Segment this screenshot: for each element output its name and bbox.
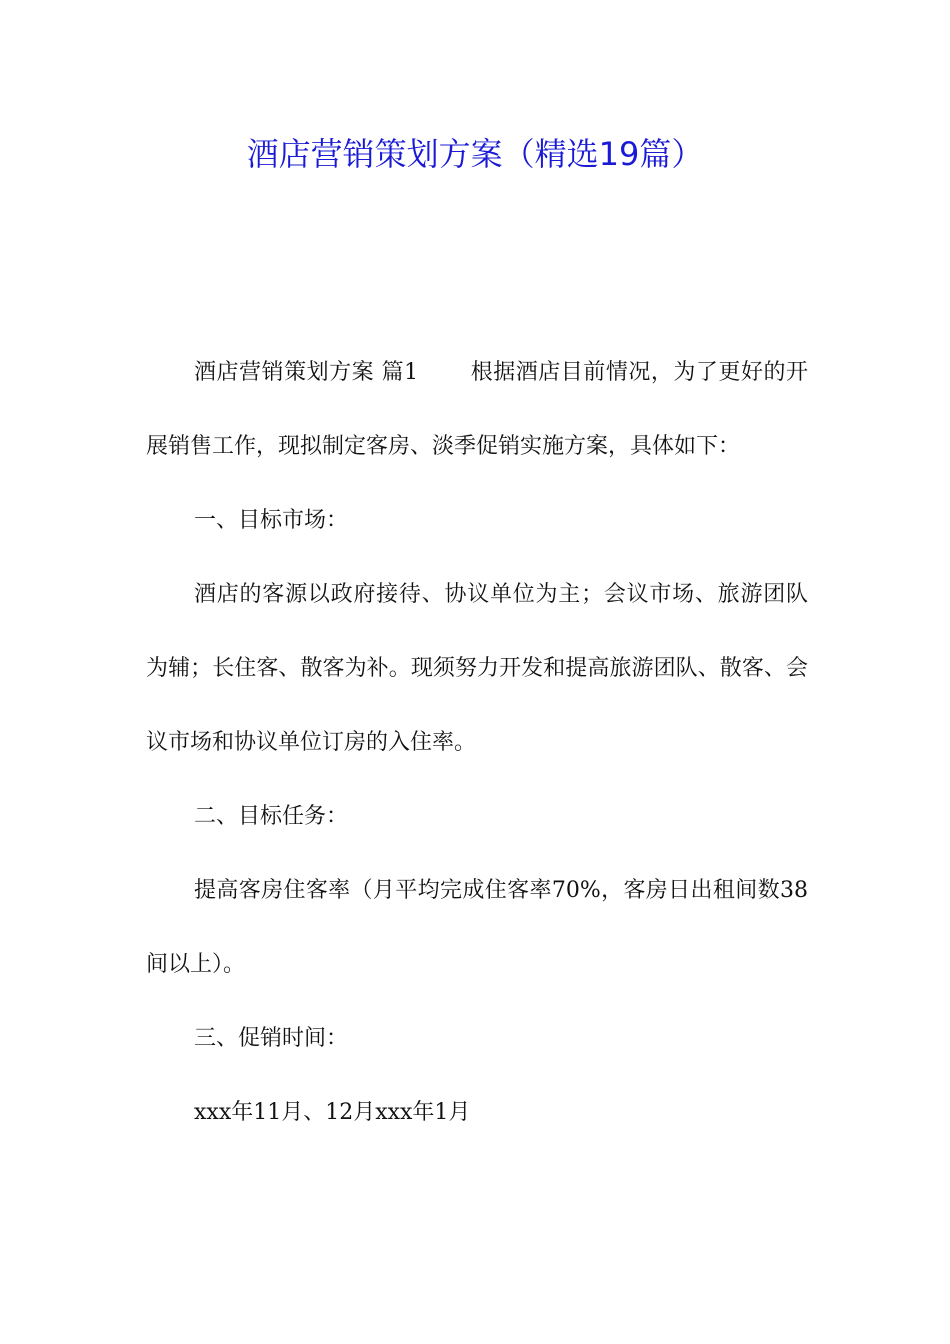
paragraph-text: 根据酒店目前情况，为了更好的开展销售工作，现拟制定客房、淡季促销实施方案，具体如下： (146, 360, 808, 459)
section-heading: 酒店营销策划方案 篇1 (194, 360, 419, 385)
paragraph-intro (146, 336, 808, 484)
paragraph-heading-target-market: 一、目标市场： (194, 508, 349, 533)
paragraph-target-task: 提高客房住客率（月平均完成住客率70%，客房日出租间数38间以上）。 (146, 878, 808, 977)
paragraph-target-market: 酒店的客源以政府接待、协议单位为主；会议市场、旅游团队为辅；长住客、散客为补。现须努力开发和提高旅游团队、散客、会议市场和协议单位订房的入住率。 (146, 582, 808, 755)
document-body (146, 336, 808, 1150)
paragraph-heading-promo-time: 三、促销时间： (194, 1026, 349, 1051)
paragraph-promo-time: xxx年11月、12月xxx年1月 (194, 1100, 471, 1125)
paragraph-heading-target-task: 二、目标任务： (194, 804, 349, 829)
document-title: 酒店营销策划方案（精选19篇） (246, 135, 704, 173)
